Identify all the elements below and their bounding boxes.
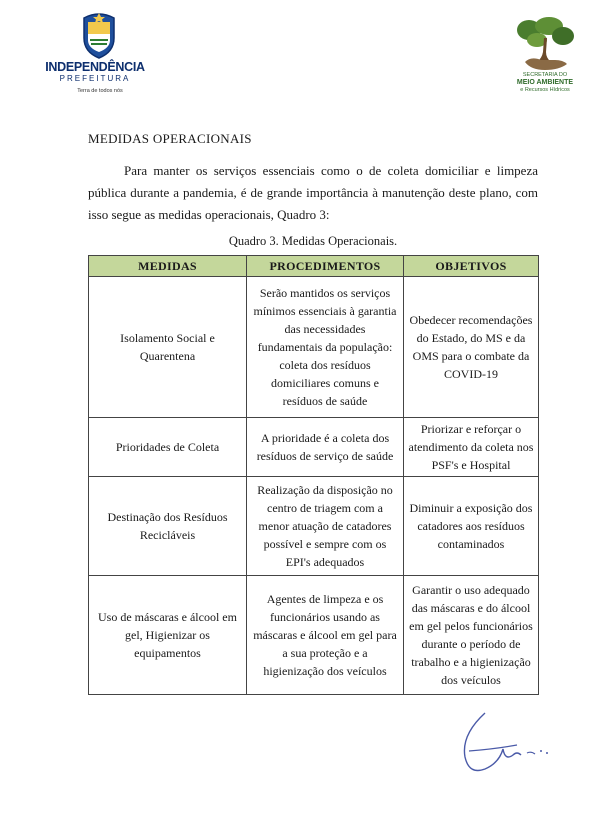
section-title: MEDIDAS OPERACIONAIS — [88, 131, 252, 146]
hand-tree-icon — [511, 16, 577, 74]
header-procedimentos: PROCEDIMENTOS — [247, 256, 404, 277]
header-objetivos: OBJETIVOS — [404, 256, 539, 277]
cell-objetivo: Diminuir a exposição dos catadores aos resíduos contaminados — [404, 477, 539, 576]
cell-objetivo: Garantir o uso adequado das máscaras e do álcool em gel pelos funcionários durante o período de trabalho e a higienização dos veículos — [404, 576, 539, 695]
cell-procedimento: A prioridade é a coleta dos resíduos de serviço de saúde — [247, 418, 404, 477]
cell-objetivo: Priorizar e reforçar o atendimento da coleta nos PSF's e Hospital — [404, 418, 539, 477]
prefeitura-logo — [40, 10, 160, 100]
header-medidas: MEDIDAS — [89, 256, 247, 277]
table-row — [89, 477, 539, 576]
cell-objetivo: Obedecer recomendações do Estado, do MS e da OMS para o combate da COVID-19 — [404, 277, 539, 418]
cell-medida: Destinação dos Resíduos Recicláveis — [89, 477, 247, 576]
secretaria-line-2: MEIO AMBIENTE — [516, 79, 574, 86]
handwritten-signature — [455, 705, 565, 785]
secretaria-line-3: e Recursos Hídricos — [520, 87, 570, 93]
municipal-crest-icon — [78, 10, 120, 60]
intro-paragraph: Para manter os serviços essenciais como o de coleta domiciliar e limpeza pública durante a pandemia, é de grande importância à manutenção deste plano, com isso segue as medidas operacionais, Quadro 3: — [88, 163, 538, 222]
brand-subtitle: PREFEITURA — [59, 74, 131, 83]
secretaria-line-1: SECRETARIA DO — [522, 72, 568, 78]
secretaria-logo — [505, 16, 585, 96]
table-row — [89, 418, 539, 477]
table-caption: Quadro 3. Medidas Operacionais. — [228, 234, 398, 248]
cell-medida: Prioridades de Coleta — [89, 418, 247, 477]
table-row — [89, 277, 539, 418]
cell-procedimento: Realização da disposição no centro de triagem com a menor atuação de catadores possível e sempre com os EPI's adequados — [247, 477, 404, 576]
table-header-row — [89, 256, 539, 277]
brand-tagline: Terra de todos nós — [77, 88, 123, 94]
cell-medida: Isolamento Social e Quarentena — [89, 277, 247, 418]
brand-name: INDEPENDÊNCIA — [45, 60, 145, 74]
operational-measures-table — [88, 255, 539, 695]
cell-procedimento: Serão mantidos os serviços mínimos essenciais à garantia das necessidades fundamentais da população: coleta dos resíduos domiciliares comuns e resíduos de saúde — [247, 277, 404, 418]
table-row — [89, 576, 539, 695]
cell-medida: Uso de máscaras e álcool em gel, Higienizar os equipamentos — [89, 576, 247, 695]
cell-procedimento: Agentes de limpeza e os funcionários usando as máscaras e álcool em gel para a sua proteção e a higienização dos veículos — [247, 576, 404, 695]
